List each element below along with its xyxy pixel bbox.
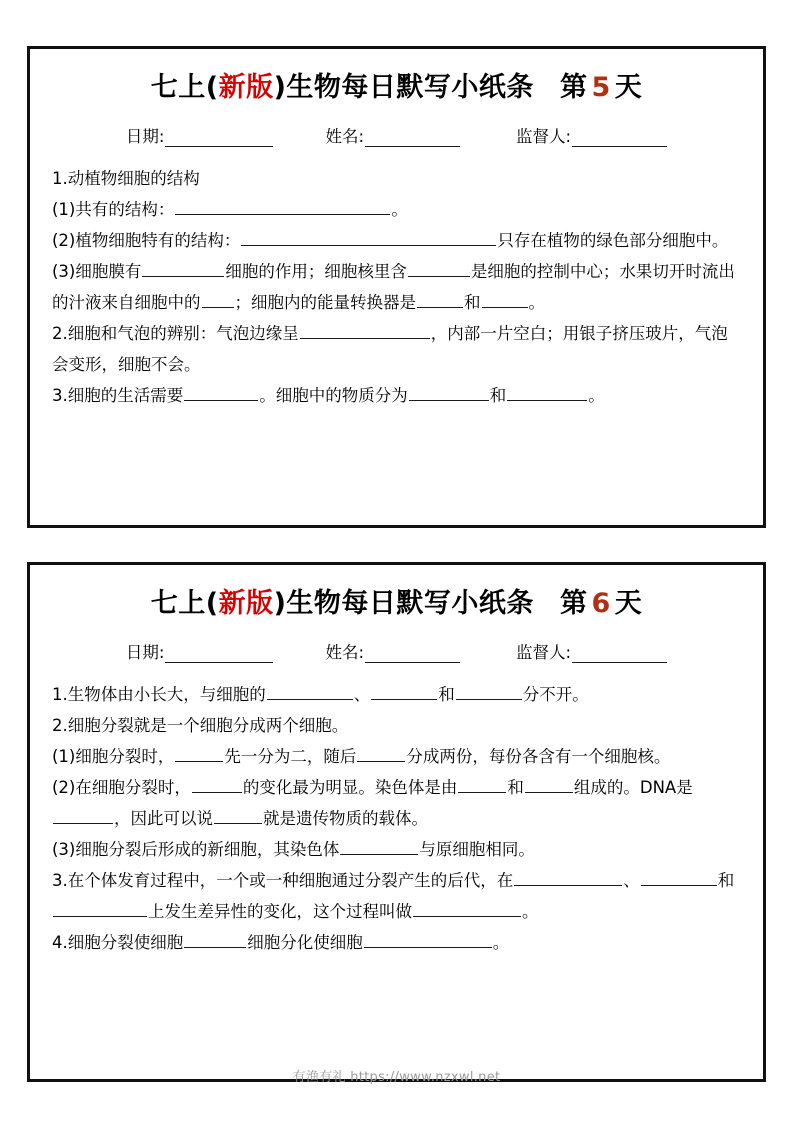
answer-blank[interactable] [525, 777, 573, 793]
question-text: 2.细胞和气泡的辨别：气泡边缘呈 [52, 323, 299, 343]
question-text: (2)在细胞分裂时， [52, 777, 191, 797]
answer-blank[interactable] [241, 230, 496, 246]
question-text: 1.动植物细胞的结构 [52, 168, 200, 188]
title-prefix: 七上( [150, 588, 219, 619]
answer-blank[interactable] [417, 292, 463, 308]
answer-blank[interactable] [507, 385, 587, 401]
supervisor-blank[interactable] [572, 647, 667, 663]
question-text: (3)细胞分裂后形成的新细胞，其染色体 [52, 839, 340, 859]
question-line [52, 163, 741, 194]
worksheet-title-day-5 [52, 71, 741, 105]
name-label: 姓名: [325, 642, 365, 662]
meta-row-day-5 [52, 123, 741, 147]
answer-blank[interactable] [142, 261, 224, 277]
name-field[interactable] [325, 639, 460, 663]
question-text: 与原细胞相同。 [419, 839, 535, 859]
name-blank[interactable] [365, 131, 460, 147]
question-text: 、 [623, 870, 640, 890]
date-field[interactable] [126, 639, 274, 663]
question-text: 3.在个体发育过程中，一个或一种细胞通过分裂产生的后代，在 [52, 870, 514, 890]
answer-blank[interactable] [214, 808, 262, 824]
question-text: 和 [717, 870, 735, 890]
question-line [52, 225, 741, 256]
question-line [52, 710, 741, 741]
name-field[interactable] [325, 123, 460, 147]
title-emphasis: 新版 [218, 588, 274, 619]
title-day-number: 5 [591, 72, 611, 103]
title-middle: )生物每日默写小纸条 [273, 72, 534, 103]
question-line [52, 679, 741, 710]
date-blank[interactable] [165, 647, 273, 663]
supervisor-label: 监督人: [516, 642, 572, 662]
date-label: 日期: [125, 126, 165, 146]
question-line [52, 380, 741, 411]
question-text: 和 [507, 777, 524, 797]
answer-blank[interactable] [340, 839, 418, 855]
question-text: 上发生差异性的变化，这个过程叫做 [148, 901, 412, 921]
answer-blank[interactable] [175, 746, 223, 762]
date-blank[interactable] [165, 131, 273, 147]
question-text: 2.细胞分裂就是一个细胞分成两个细胞。 [52, 715, 349, 735]
answer-blank[interactable] [371, 684, 437, 700]
question-line [52, 194, 741, 225]
question-text: 。 [391, 199, 408, 219]
question-text: 细胞的作用；细胞核里含 [225, 261, 407, 281]
question-text: 4.细胞分裂使细胞 [52, 932, 184, 952]
question-text: (3)细胞膜有 [52, 261, 142, 281]
answer-blank[interactable] [300, 323, 430, 339]
question-line [52, 772, 741, 834]
title-day-label: 第 [559, 72, 588, 103]
question-text: 。 [588, 385, 605, 405]
question-text: ，因此可以说 [114, 808, 213, 828]
worksheet-card-day-5 [27, 46, 766, 528]
answer-blank[interactable] [364, 932, 492, 948]
date-field[interactable] [126, 123, 274, 147]
question-line [52, 865, 741, 927]
worksheet-card-day-6 [27, 562, 766, 1082]
question-text: 和 [464, 292, 481, 312]
question-text: ，内部一片空白；用银子挤压玻片，气泡会变形，细胞不会。 [52, 323, 728, 374]
question-line [52, 834, 741, 865]
question-text: 就是遗传物质的载体。 [263, 808, 428, 828]
question-text: 1.生物体由小长大，与细胞的 [52, 684, 266, 704]
answer-blank[interactable] [514, 870, 622, 886]
answer-blank[interactable] [184, 385, 258, 401]
question-text: (2)植物细胞特有的结构： [52, 230, 241, 250]
answer-blank[interactable] [482, 292, 528, 308]
question-line [52, 741, 741, 772]
question-text: 。细胞中的物质分为 [259, 385, 408, 405]
question-text: 细胞分化使细胞 [247, 932, 363, 952]
title-prefix: 七上( [150, 72, 219, 103]
supervisor-label: 监督人: [516, 126, 572, 146]
question-text: ；细胞内的能量转换器是 [234, 292, 416, 312]
question-text: 分成两份，每份各含有一个细胞核。 [406, 746, 671, 766]
question-text: 3.细胞的生活需要 [52, 385, 184, 405]
answer-blank[interactable] [409, 385, 489, 401]
question-text: 只存在植物的绿色部分细胞中。 [497, 230, 729, 250]
name-blank[interactable] [365, 647, 460, 663]
title-day-suffix: 天 [614, 588, 643, 619]
question-text: 。 [522, 901, 539, 921]
answer-blank[interactable] [202, 292, 234, 308]
supervisor-field[interactable] [516, 639, 667, 663]
title-day-suffix: 天 [614, 72, 643, 103]
title-emphasis: 新版 [218, 72, 274, 103]
question-line [52, 318, 741, 380]
question-text: 和 [438, 684, 455, 704]
worksheet-title-day-6 [52, 587, 741, 621]
answer-blank[interactable] [641, 870, 717, 886]
answer-blank[interactable] [267, 684, 353, 700]
answer-blank[interactable] [53, 808, 113, 824]
footer-watermark: 有渔有礼 https://www.nzxwl.net [292, 1070, 501, 1085]
date-label: 日期: [125, 642, 165, 662]
answer-blank[interactable] [456, 684, 522, 700]
answer-blank[interactable] [184, 932, 246, 948]
question-list-day-5 [52, 163, 741, 411]
question-text: 。 [528, 292, 545, 312]
answer-blank[interactable] [458, 777, 506, 793]
answer-blank[interactable] [357, 746, 405, 762]
answer-blank[interactable] [192, 777, 242, 793]
answer-blank[interactable] [408, 261, 470, 277]
question-text: 。 [492, 932, 510, 952]
meta-row-day-6 [52, 639, 741, 663]
question-line [52, 256, 741, 318]
question-text: (1)共有的结构： [52, 199, 175, 219]
question-text: (1)细胞分裂时， [52, 746, 175, 766]
supervisor-field[interactable] [516, 123, 667, 147]
question-line [52, 927, 741, 958]
question-text: 、 [353, 684, 371, 704]
answer-blank[interactable] [53, 901, 147, 917]
question-text: 先一分为二，随后 [224, 746, 357, 766]
title-day-label: 第 [559, 588, 588, 619]
title-middle: )生物每日默写小纸条 [273, 588, 534, 619]
answer-blank[interactable] [413, 901, 521, 917]
question-list-day-6 [52, 679, 741, 958]
supervisor-blank[interactable] [572, 131, 667, 147]
answer-blank[interactable] [175, 199, 390, 215]
question-text: 和 [489, 385, 507, 405]
title-day-number: 6 [591, 588, 611, 619]
question-text: 组成的。DNA是 [573, 777, 693, 797]
name-label: 姓名: [325, 126, 365, 146]
question-text: 的变化最为明显。染色体是由 [242, 777, 458, 797]
question-text: 分不开。 [522, 684, 589, 704]
question-text: 是细胞的控制中心；水果切开时流出的汁液来自细胞中的 [52, 261, 735, 312]
